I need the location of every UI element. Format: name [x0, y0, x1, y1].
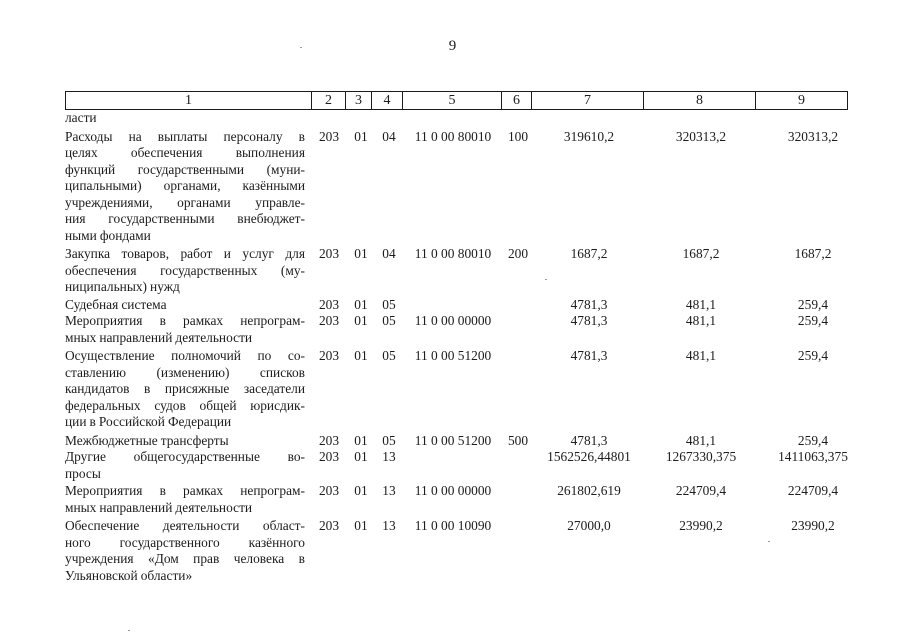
cell-col-5: 11 0 00 10090	[414, 518, 492, 533]
cell-col-6: 500	[507, 432, 529, 448]
table-row	[65, 348, 855, 433]
cell-col-4: 05	[382, 348, 396, 363]
cell-col-3: 01	[354, 128, 368, 144]
row-name-line: мных направлений деятельности	[65, 499, 253, 515]
row-name-line: Ульяновской области»	[65, 567, 193, 583]
row-name-line: ципальными) органами, казёнными	[65, 178, 305, 193]
table-row	[65, 518, 855, 584]
row-name-line: ставлению (изменению) списков	[65, 364, 305, 380]
cell-col-7: 1562526,44801	[547, 449, 631, 464]
column-header: 9	[756, 92, 848, 110]
row-name-line: Расходы на выплаты персоналу в	[65, 128, 305, 144]
cell-col-6: 200	[507, 246, 529, 261]
column-header: 2	[312, 92, 346, 110]
cell-col-4: 04	[382, 128, 396, 144]
scan-speck	[768, 541, 770, 542]
scan-speck	[128, 630, 130, 631]
column-header: 3	[346, 92, 372, 110]
row-name-line: Обеспечение деятельности област-	[65, 518, 305, 533]
cell-col-5: 11 0 00 80010	[414, 246, 492, 261]
cell-col-2: 203	[318, 518, 340, 533]
row-name-line: Межбюджетные трансферты	[65, 432, 229, 448]
table-row	[65, 483, 855, 518]
row-name	[65, 313, 305, 346]
cell-col-4: 13	[382, 449, 396, 464]
column-header: 1	[66, 92, 312, 110]
row-name	[65, 297, 305, 314]
cell-col-8: 481,1	[685, 432, 717, 448]
cell-col-2: 203	[318, 128, 340, 144]
table-row	[65, 313, 855, 348]
cell-col-8: 1267330,375	[665, 449, 737, 464]
cell-col-4: 05	[382, 432, 396, 448]
row-name-line: просы	[65, 465, 101, 481]
cell-col-9: 1687,2	[794, 246, 832, 261]
cell-col-7: 1687,2	[570, 246, 608, 261]
cell-col-8: 224709,4	[675, 483, 727, 498]
page-number: 9	[448, 38, 457, 54]
scan-speck	[545, 279, 547, 280]
row-name-line: функций государственными (муни-	[65, 161, 305, 177]
table-row	[65, 246, 855, 297]
cell-col-9: 259,4	[797, 296, 829, 312]
column-header-row	[65, 91, 848, 110]
row-name-line: ния государственными внебюджет-	[65, 211, 305, 226]
column-header: 5	[403, 92, 502, 110]
cell-col-3: 01	[354, 296, 368, 312]
row-name	[65, 483, 305, 516]
table-row	[65, 297, 855, 314]
cell-col-3: 01	[354, 348, 368, 363]
cell-col-8: 481,1	[685, 313, 717, 328]
cell-col-5: 11 0 00 51200	[414, 432, 492, 448]
row-name-line: мных направлений деятельности	[65, 329, 253, 345]
cell-col-8: 320313,2	[675, 128, 727, 144]
cell-col-2: 203	[318, 449, 340, 464]
cell-col-3: 01	[354, 432, 368, 448]
table-row	[65, 110, 855, 129]
cell-col-2: 203	[318, 432, 340, 448]
cell-col-2: 203	[318, 483, 340, 498]
row-name-line: Закупка товаров, работ и услуг для	[65, 246, 305, 261]
cell-col-5: 11 0 00 80010	[414, 128, 492, 144]
row-name-line: ными фондами	[65, 227, 151, 243]
row-name-line: федеральных судов общей юрисдик-	[65, 397, 305, 413]
cell-col-6: 100	[507, 128, 529, 144]
cell-col-3: 01	[354, 518, 368, 533]
cell-col-7: 261802,619	[557, 483, 621, 498]
cell-col-3: 01	[354, 483, 368, 498]
scan-speck	[300, 47, 302, 48]
cell-col-4: 04	[382, 246, 396, 261]
row-name-line: ниципальных) нужд	[65, 279, 180, 294]
row-name-line: ласти	[65, 110, 97, 125]
row-name-line: Другие общегосударственные во-	[65, 449, 305, 464]
cell-col-7: 4781,3	[570, 296, 608, 312]
row-name	[65, 246, 305, 296]
column-header: 8	[644, 92, 756, 110]
cell-col-8: 481,1	[685, 296, 717, 312]
cell-col-2: 203	[318, 246, 340, 261]
table-row	[65, 129, 855, 247]
row-name-line: обеспечения государственных (му-	[65, 262, 305, 278]
cell-col-4: 05	[382, 296, 396, 312]
cell-col-9: 259,4	[797, 432, 829, 448]
row-name	[65, 348, 305, 431]
cell-col-9: 259,4	[797, 348, 829, 363]
cell-col-7: 319610,2	[563, 128, 615, 144]
row-name-line: кандидатов в присяжные заседатели	[65, 381, 305, 396]
row-name-line: Мероприятия в рамках непрограм-	[65, 483, 305, 498]
cell-col-5: 11 0 00 00000	[414, 313, 492, 328]
row-name-line: Осуществление полномочий по со-	[65, 348, 305, 363]
cell-col-2: 203	[318, 313, 340, 328]
table-row	[65, 449, 855, 483]
cell-col-2: 203	[318, 296, 340, 312]
row-name	[65, 129, 305, 245]
cell-col-5: 11 0 00 00000	[414, 483, 492, 498]
cell-col-9: 224709,4	[787, 483, 839, 498]
cell-col-5: 11 0 00 51200	[414, 348, 492, 363]
cell-col-4: 13	[382, 518, 396, 533]
cell-col-3: 01	[354, 449, 368, 464]
row-name-line: ного государственного казённого	[65, 534, 305, 550]
row-name	[65, 518, 305, 584]
column-header: 7	[532, 92, 644, 110]
row-name	[65, 433, 305, 450]
cell-col-4: 13	[382, 483, 396, 498]
cell-col-7: 4781,3	[570, 348, 608, 363]
cell-col-9: 1411063,375	[778, 449, 848, 464]
row-name-line: ции в Российской Федерации	[65, 414, 232, 429]
column-header: 6	[502, 92, 532, 110]
cell-col-9: 23990,2	[791, 518, 835, 533]
row-name-line: учреждения «Дом прав человека в	[65, 551, 305, 566]
row-name	[65, 449, 305, 482]
cell-col-4: 05	[382, 313, 396, 328]
cell-col-8: 23990,2	[679, 518, 723, 533]
cell-col-2: 203	[318, 348, 340, 363]
cell-col-7: 4781,3	[570, 432, 608, 448]
row-name-line: целях обеспечения выполнения	[65, 145, 305, 160]
cell-col-7: 27000,0	[567, 518, 611, 533]
cell-col-8: 481,1	[685, 348, 717, 363]
cell-col-9: 259,4	[797, 313, 829, 328]
row-name-line: Мероприятия в рамках непрограм-	[65, 313, 305, 328]
cell-col-8: 1687,2	[682, 246, 720, 261]
budget-table-body	[65, 110, 855, 584]
cell-col-3: 01	[354, 246, 368, 261]
cell-col-7: 4781,3	[570, 313, 608, 328]
row-name	[65, 110, 305, 127]
row-name-line: Судебная система	[65, 296, 167, 312]
column-header: 4	[372, 92, 403, 110]
row-name-line: учреждениями, органами управле-	[65, 194, 305, 210]
table-row	[65, 433, 855, 450]
cell-col-9: 320313,2	[787, 128, 839, 144]
cell-col-3: 01	[354, 313, 368, 328]
